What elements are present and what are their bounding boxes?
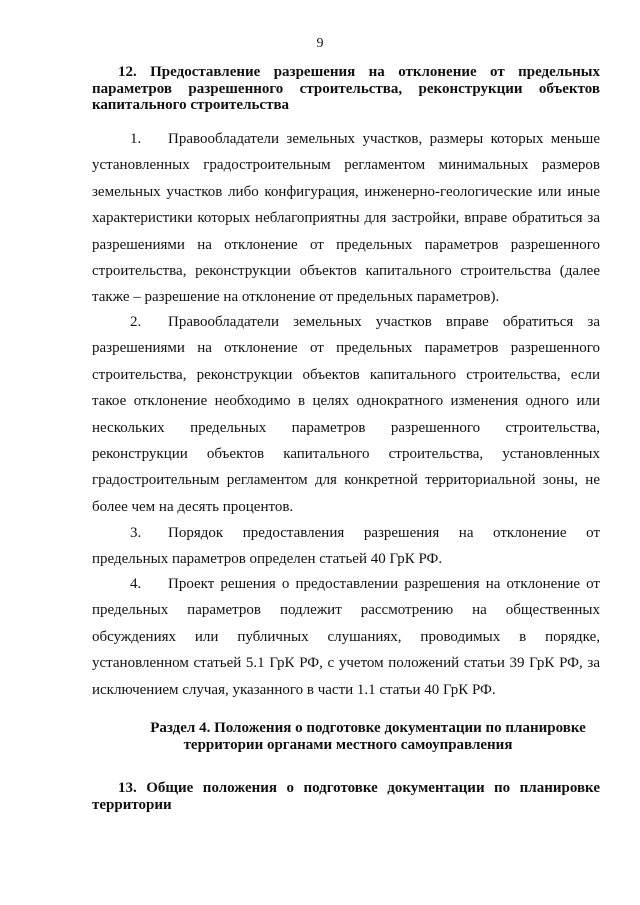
item-text: Порядок предоставления разрешения на отклонение от предельных параметров определен статьей 40 ГрК РФ. <box>92 525 600 568</box>
item-number: 3. <box>130 525 142 541</box>
article-12-item-2 <box>92 309 600 520</box>
item-text: Правообладатели земельных участков, размеры которых меньше установленных градостроительным регламентом минимальных размеров земельных участков либо конфигурация, инженерно-геологические или иные характеристики которых неблагоприятны для застройки, вправе обратиться за разрешениями на отклонение от предельных параметров разрешенного строительства, реконструкции объектов капитального строительства (далее также – разрешение на отклонение от предельных параметров). <box>92 131 600 306</box>
item-number: 1. <box>130 131 142 147</box>
article-12-item-3 <box>92 520 600 573</box>
section-4-title-line-1: Раздел 4. Положения о подготовке документации по планировке <box>150 720 586 736</box>
article-12-item-1 <box>92 126 600 311</box>
article-12-item-4 <box>92 571 600 703</box>
article-13-heading: 13. Общие положения о подготовке документации по планировке территории <box>92 780 600 813</box>
section-4-title-line-2: территории органами местного самоуправления <box>183 736 513 753</box>
item-number: 4. <box>130 576 142 592</box>
section-4-title <box>92 720 600 753</box>
item-text: Проект решения о предоставлении разрешения на отклонение от предельных параметров подлежит рассмотрению на общественных обсуждениях или публичных слушаниях, проводимых в порядке, установленном статьей 5.1 ГрК РФ, с учетом положений статьи 39 ГрК РФ, за исключением случая, указанного в части 1.1 статьи 40 ГрК РФ. <box>92 576 600 698</box>
page-number: 9 <box>316 36 324 51</box>
item-text: Правообладатели земельных участков вправе обратиться за разрешениями на отклонение от предельных параметров разрешенного строительства, реконструкции объектов капитального строительства, если такое отклонение необходимо в целях однократного изменения одного или нескольких предельных параметров разрешенного строительства, реконструкции объектов капитального строительства, установленных градостроительным регламентом для конкретной территориальной зоны, не более чем на десять процентов. <box>92 314 600 515</box>
item-number: 2. <box>130 314 142 330</box>
article-12-heading: 12. Предоставление разрешения на отклонение от предельных параметров разрешенного строительства, реконструкции объектов капитального строительства <box>92 64 600 113</box>
